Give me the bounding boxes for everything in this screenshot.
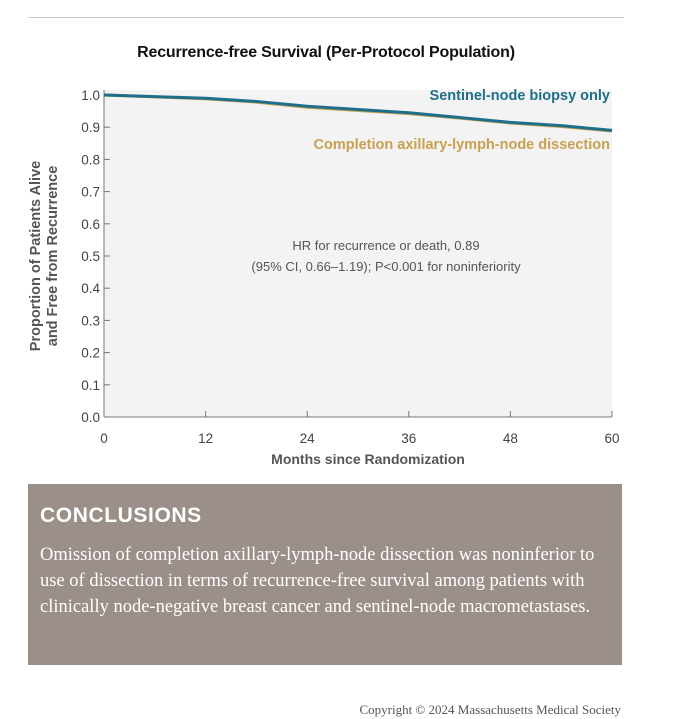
y-axis-title-line: and Free from Recurrence <box>45 165 61 347</box>
conclusions-heading: CONCLUSIONS <box>40 504 202 527</box>
x-tick-label: 24 <box>299 431 315 446</box>
x-tick-label: 36 <box>401 431 417 446</box>
hr-annotation-line: (95% CI, 0.66–1.19); P<0.001 for noninferiority <box>251 259 521 274</box>
hr-annotation-line: HR for recurrence or death, 0.89 <box>292 238 480 253</box>
x-tick-label: 48 <box>502 431 518 446</box>
x-tick-label: 60 <box>604 431 620 446</box>
y-tick-label: 0.4 <box>81 281 100 297</box>
x-axis-title: Months since Randomization <box>271 451 465 467</box>
survival-chart <box>28 18 624 484</box>
conclusions-text: Omission of completion axillary-lymph-node dissection was noninferior to use of dissection in terms of recurrence-free survival among patients with clinically node-negative breast cancer and sentinel-node macrometastases. <box>40 545 595 617</box>
y-tick-label: 0.9 <box>81 120 100 136</box>
figure-panel <box>28 18 624 484</box>
y-tick-label: 1.0 <box>81 88 100 103</box>
conclusions-box <box>28 484 622 665</box>
y-axis-title-line: Proportion of Patients Alive <box>28 160 44 352</box>
x-tick-label: 12 <box>198 431 214 446</box>
y-tick-label: 0.2 <box>81 345 100 361</box>
series-label-sentinel-node: Sentinel-node biopsy only <box>429 88 610 104</box>
y-tick-label: 0.3 <box>81 313 100 329</box>
y-tick-label: 0.6 <box>81 216 100 232</box>
y-tick-label: 0.0 <box>81 410 100 425</box>
y-tick-label: 0.8 <box>81 152 100 168</box>
y-axis-title <box>28 161 61 351</box>
copyright-notice: Copyright © 2024 Massachusetts Medical Society <box>359 702 621 717</box>
y-tick-label: 0.5 <box>81 249 100 264</box>
y-tick-label: 0.7 <box>81 184 100 200</box>
chart-title: Recurrence-free Survival (Per-Protocol Population) <box>137 44 515 61</box>
x-tick-label: 0 <box>100 431 108 446</box>
series-label-dissection: Completion axillary-lymph-node dissection <box>313 137 610 153</box>
y-tick-label: 0.1 <box>81 377 100 393</box>
